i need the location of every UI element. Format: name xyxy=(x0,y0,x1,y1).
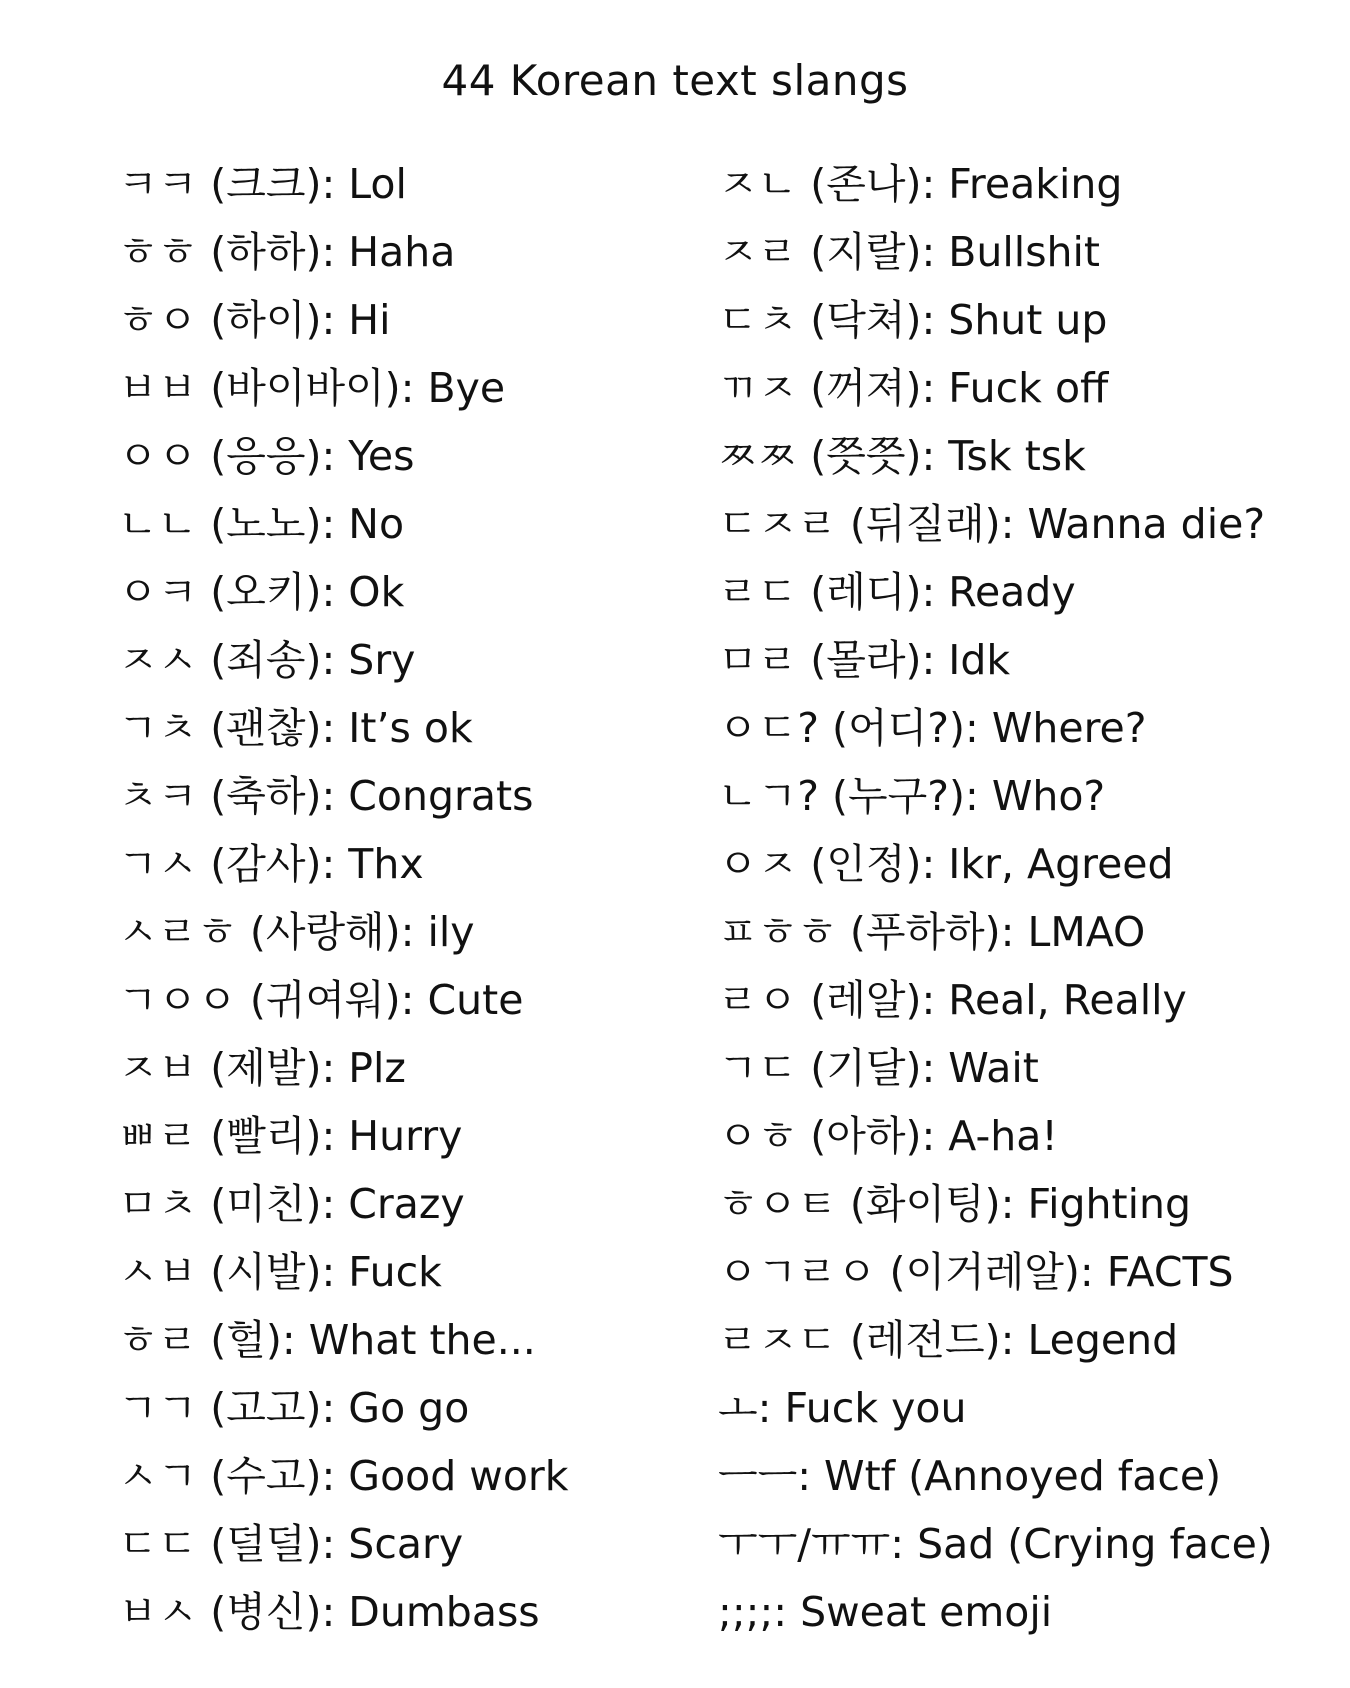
slang-item: ㅎㄹ (헐): What the... xyxy=(118,1316,536,1364)
slang-item: ㄱㅊ (괜찮): It’s ok xyxy=(118,704,473,752)
slang-item: ㅎㅇㅌ (화이팅): Fighting xyxy=(718,1180,1191,1228)
slang-item: ㅡㅡ: Wtf (Annoyed face) xyxy=(718,1452,1222,1500)
slang-item: ㅈㅂ (제발): Plz xyxy=(118,1044,406,1092)
slang-item: ㄹㄷ (레디): Ready xyxy=(718,568,1076,616)
slang-item: ㅇㅇ (응응): Yes xyxy=(118,432,415,480)
slang-item: ㄴㄱ? (누구?): Who? xyxy=(718,772,1106,820)
slang-item: ㅗ: Fuck you xyxy=(718,1384,967,1432)
slang-item: ㅇㅎ (아하): A-ha! xyxy=(718,1112,1058,1160)
slang-item: ㅁㅊ (미친): Crazy xyxy=(118,1180,465,1228)
slang-item: ㅃㄹ (빨리): Hurry xyxy=(118,1112,463,1160)
slang-item: ㅊㅋ (축하): Congrats xyxy=(118,772,534,820)
slang-item: ㅁㄹ (몰라): Idk xyxy=(718,636,1011,684)
slang-item: ㄱㅅ (감사): Thx xyxy=(118,840,424,888)
slang-item: ㅜㅜ/ㅠㅠ: Sad (Crying face) xyxy=(718,1520,1273,1568)
slang-list-left xyxy=(118,150,678,1646)
slang-item: ㅇㄱㄹㅇ (이거레알): FACTS xyxy=(718,1248,1234,1296)
slang-item: ㄱㄱ (고고): Go go xyxy=(118,1384,470,1432)
slang-item: ㅅㄹㅎ (사랑해): ily xyxy=(118,908,475,956)
slang-item: ㅂㅅ (병신): Dumbass xyxy=(118,1588,540,1636)
slang-item: ㅈㄴ (존나): Freaking xyxy=(718,160,1123,208)
slang-item: ㄹㅇ (레알): Real, Really xyxy=(718,976,1187,1024)
slang-list-right xyxy=(718,150,1338,1646)
slang-item: ㅍㅎㅎ (푸하하): LMAO xyxy=(718,908,1146,956)
slang-item: ㅈㅅ (죄송): Sry xyxy=(118,636,416,684)
slang-item: ㄷㄷ (덜덜): Scary xyxy=(118,1520,464,1568)
slang-item: ㄱㅇㅇ (귀여워): Cute xyxy=(118,976,524,1024)
slang-item: ㅋㅋ (크크): Lol xyxy=(118,160,407,208)
slang-item: ㄴㄴ (노노): No xyxy=(118,500,405,548)
slang-item: ㅅㄱ (수고): Good work xyxy=(118,1452,569,1500)
slang-item: ㅇㄷ? (어디?): Where? xyxy=(718,704,1147,752)
slang-item: ㅅㅂ (시발): Fuck xyxy=(118,1248,442,1296)
slang-item: ㅈㄹ (지랄): Bullshit xyxy=(718,228,1101,276)
page-title: 44 Korean text slangs xyxy=(441,56,909,105)
slang-item: ㅉㅉ (쯧쯧): Tsk tsk xyxy=(718,432,1086,480)
slang-item: ㅂㅂ (바이바이): Bye xyxy=(118,364,506,412)
slang-item: ㄲㅈ (꺼져): Fuck off xyxy=(718,364,1109,412)
slang-item: ㅇㅋ (오키): Ok xyxy=(118,568,405,616)
slang-item: ㄹㅈㄷ (레전드): Legend xyxy=(718,1316,1179,1364)
slang-item: ㄷㅈㄹ (뒤질래): Wanna die? xyxy=(718,500,1266,548)
slang-item: ㅎㅎ (하하): Haha xyxy=(118,228,456,276)
slang-item: ㄷㅊ (닥쳐): Shut up xyxy=(718,296,1108,344)
slang-item: ㅎㅇ (하이): Hi xyxy=(118,296,391,344)
slang-item: ;;;;: Sweat emoji xyxy=(718,1588,1053,1636)
slang-item: ㄱㄷ (기달): Wait xyxy=(718,1044,1039,1092)
slang-item: ㅇㅈ (인정): Ikr, Agreed xyxy=(718,840,1174,888)
